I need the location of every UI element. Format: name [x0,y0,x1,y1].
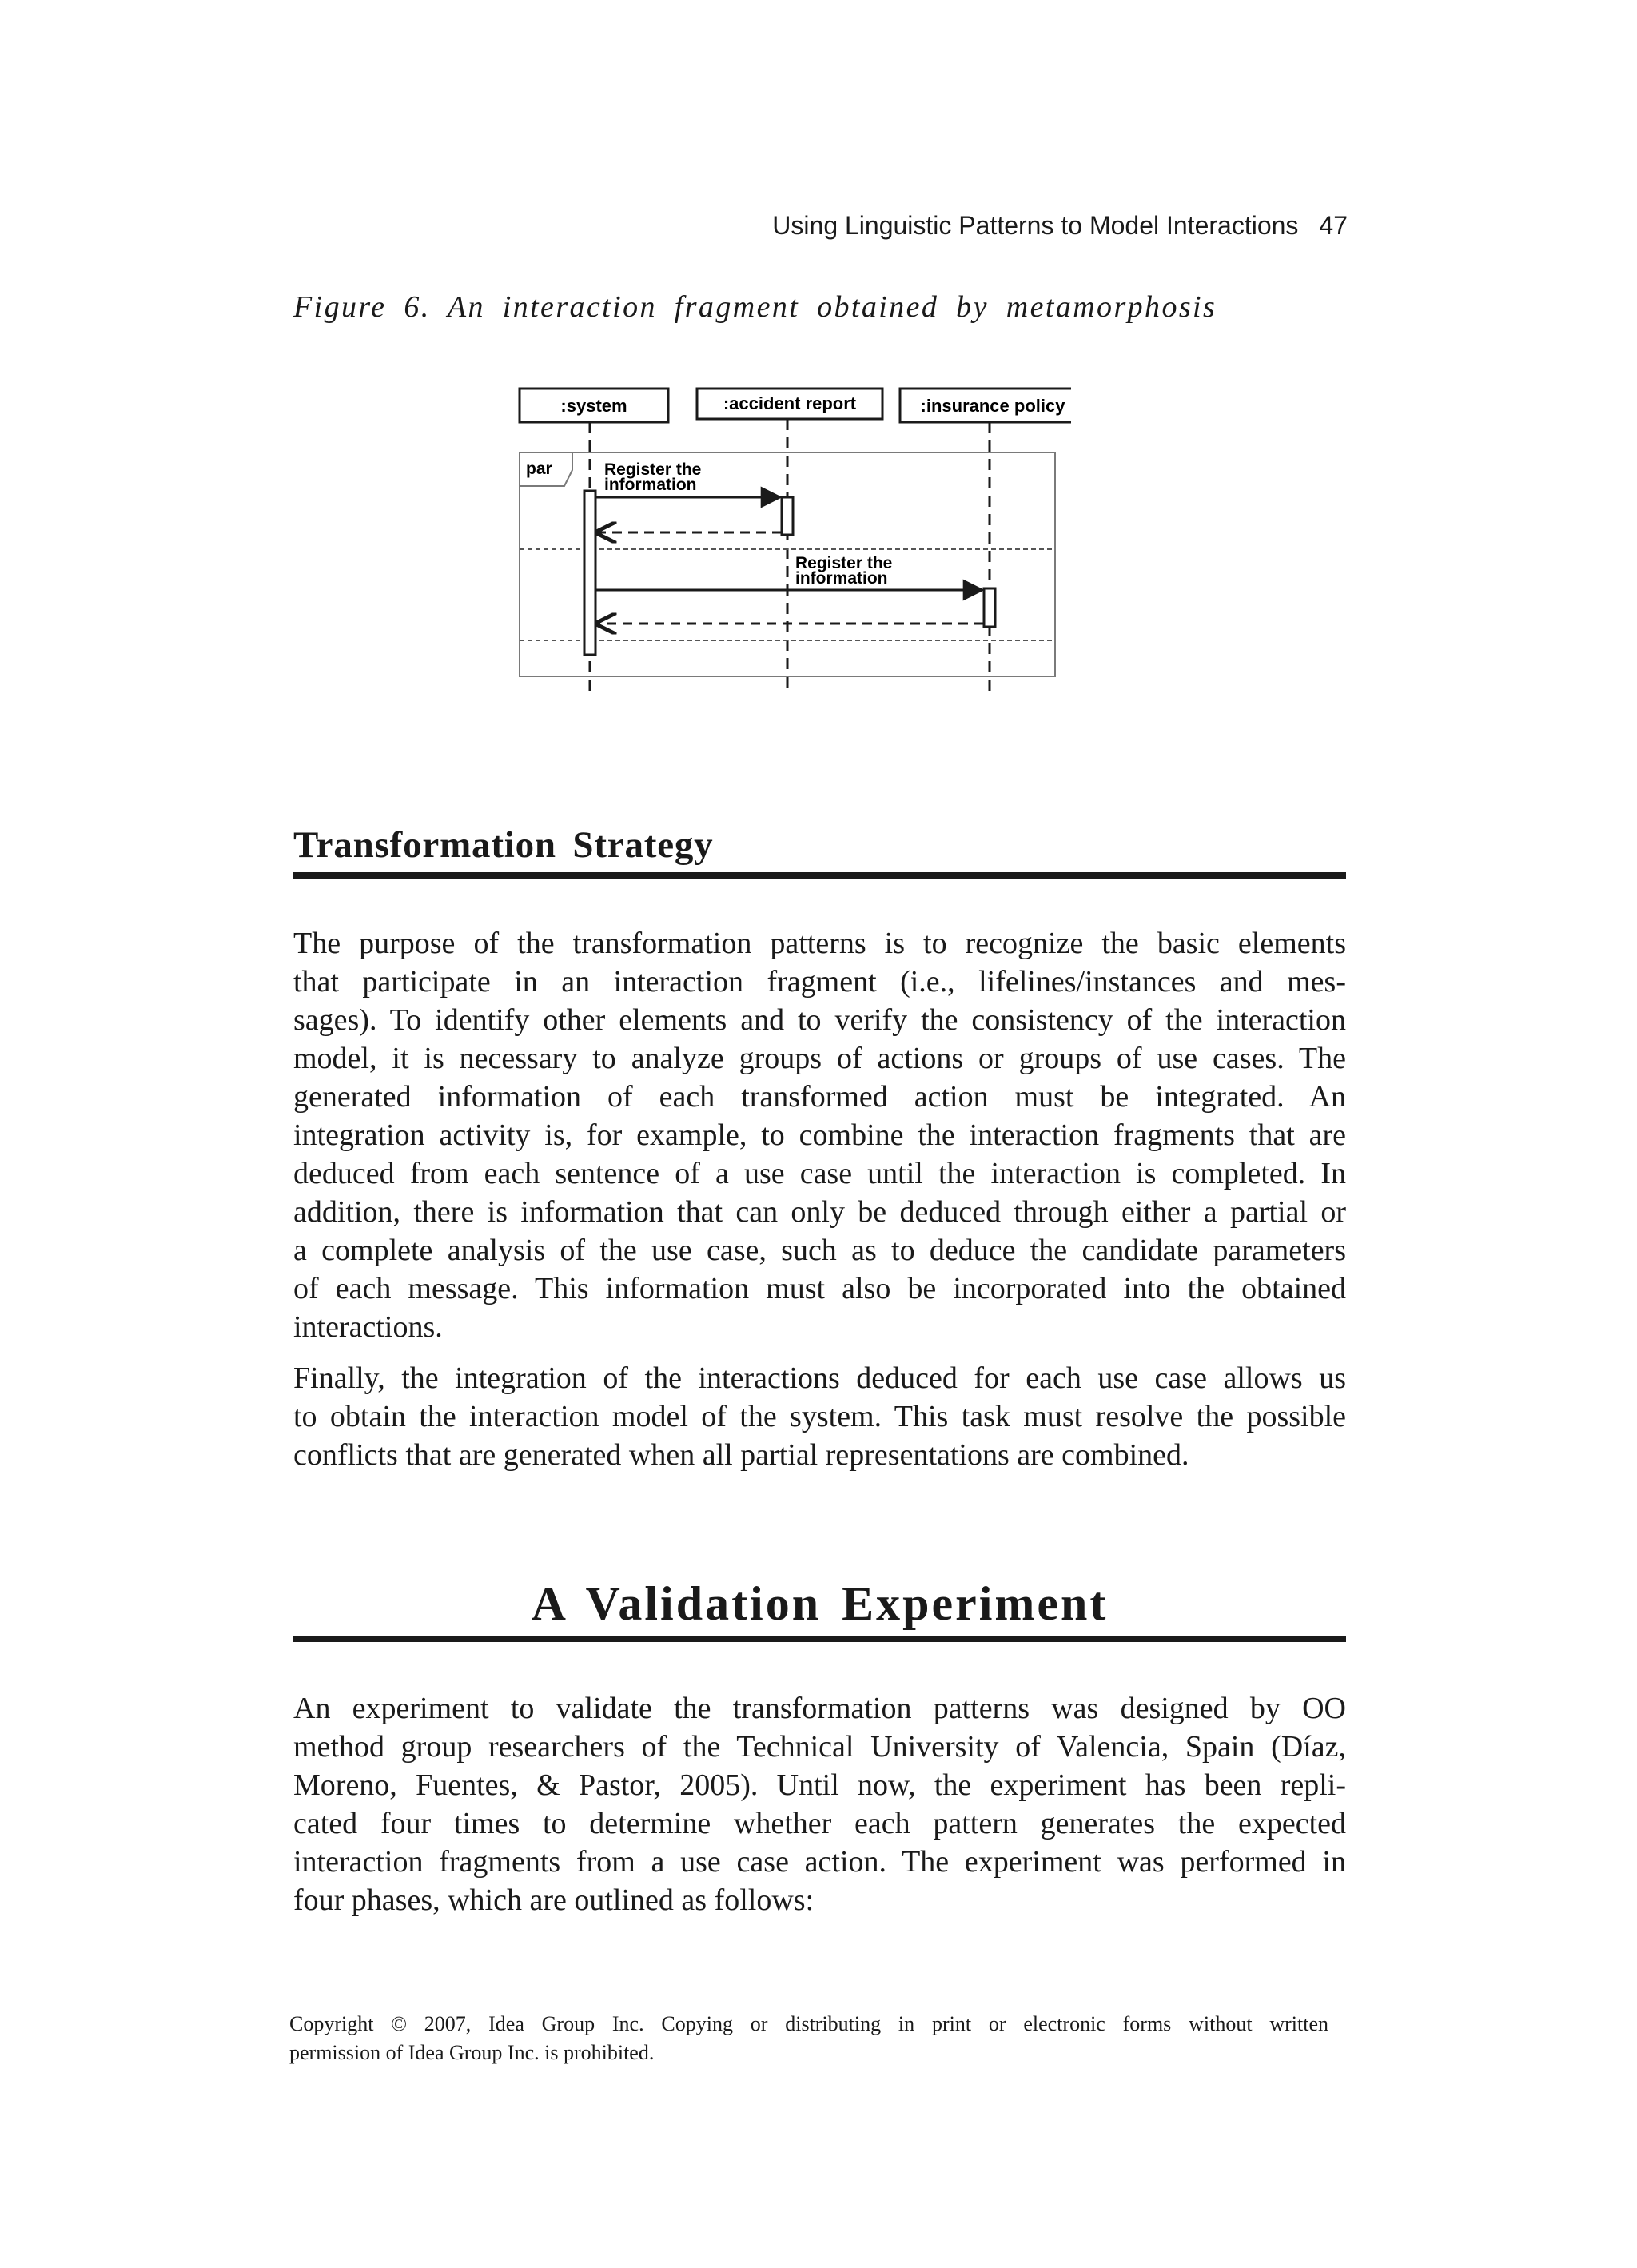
lifeline-head-system [520,389,668,422]
figure-caption: Figure 6. An interaction fragment obtained by metamorphosis [293,290,1217,324]
text-line: four phases, which are outlined as follows: [293,1883,815,1917]
activation-system [584,491,595,655]
text-line: cated four times to determine whether each pattern generates the expected [293,1807,1346,1840]
text-line: to obtain the interaction model of the system. This task must resolve the possible [293,1400,1346,1433]
text-line: interaction fragments from a use case action. The experiment was performed in [293,1845,1346,1879]
text-line: a complete analysis of the use case, such as to deduce the candidate parameters [293,1234,1346,1267]
paragraph-validation-1 [293,1689,1346,1919]
section-rule [293,872,1346,879]
par-operator-label: par [526,460,552,478]
lifeline-head-insurance-policy [900,389,1071,422]
activation-accident-report [782,497,793,535]
activation-insurance-policy [984,588,995,627]
message-2-label-line2: information [795,569,888,588]
lifeline-head-accident-report [697,389,882,419]
copyright-line: Copyright © 2007, Idea Group Inc. Copying or distributing in print or electronic forms without written [289,2012,1328,2035]
text-line: deduced from each sentence of a use case until the interaction is completed. In [293,1157,1346,1190]
copyright-line: permission of Idea Group Inc. is prohibited. [289,2041,655,2064]
running-title: Using Linguistic Patterns to Model Interactions [772,211,1299,240]
lifeline-label-system: :system [560,396,627,416]
text-line: An experiment to validate the transformation patterns was designed by OO [293,1692,1346,1725]
message-1-label-line2: information [604,476,697,494]
text-line: The purpose of the transformation patterns is to recognize the basic elements [293,927,1346,960]
page-number: 47 [1319,211,1348,240]
copyright-notice [289,2010,1328,2067]
running-head [639,211,1348,241]
text-line: Finally, the integration of the interactions deduced for each use case allows us [293,1361,1346,1395]
text-line: conflicts that are generated when all partial representations are combined. [293,1438,1189,1472]
text-line: integration activity is, for example, to combine the interaction fragments that are [293,1118,1346,1152]
text-line: Moreno, Fuentes, & Pastor, 2005). Until now, the experiment has been repli- [293,1768,1346,1802]
message-2-label-line1: Register the [795,554,893,572]
sequence-diagram [512,376,1071,696]
section-rule [293,1636,1346,1642]
lifeline-label-insurance-policy: :insurance policy [920,396,1065,416]
paragraph-transformation-1 [293,924,1346,1346]
text-line: method group researchers of the Technical University of Valencia, Spain (Díaz, [293,1730,1346,1764]
message-1-label-line1: Register the [604,460,702,479]
text-line: sages). To identify other elements and to verify the consistency of the interaction [293,1003,1346,1037]
section-heading-transformation-strategy: Transformation Strategy [293,824,714,866]
text-line: generated information of each transformed action must be integrated. An [293,1080,1346,1114]
message-2 [595,554,982,590]
message-1 [595,460,780,497]
text-line: model, it is necessary to analyze groups of actions or groups of use cases. The [293,1042,1346,1075]
text-line: of each message. This information must also be incorporated into the obtained [293,1272,1346,1305]
section-heading-validation-experiment: A Validation Experiment [531,1577,1109,1630]
text-line: addition, there is information that can only be deduced through either a partial or [293,1195,1346,1229]
text-line: that participate in an interaction fragment (i.e., lifelines/instances and mes- [293,965,1346,998]
text-line: interactions. [293,1310,443,1344]
paragraph-transformation-2 [293,1359,1346,1474]
lifeline-label-accident-report: :accident report [723,393,857,413]
